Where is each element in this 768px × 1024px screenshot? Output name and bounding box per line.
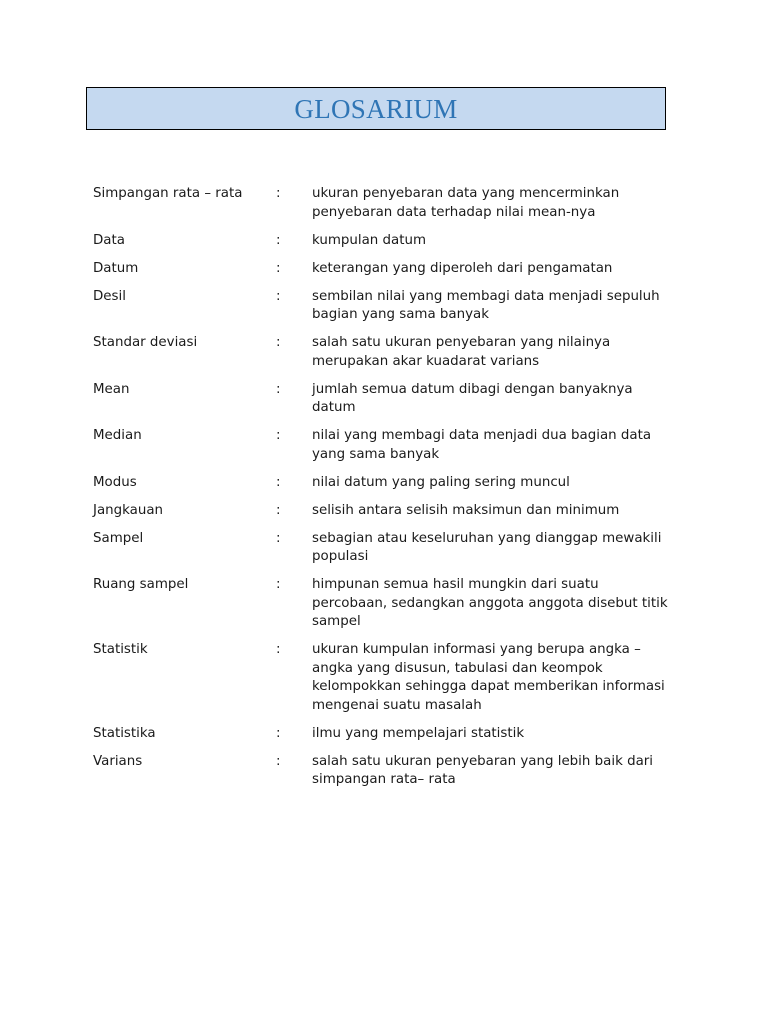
term-separator: : <box>276 474 281 490</box>
glossary-term: Statistik <box>93 642 148 657</box>
title-banner <box>86 87 666 130</box>
term-separator: : <box>276 335 281 350</box>
glossary-entry-standar-deviasi <box>93 334 693 371</box>
glossary-term: Jangkauan <box>93 502 164 518</box>
term-separator: : <box>276 502 281 518</box>
glossary-term: Median <box>93 428 142 443</box>
glossary-definition: nilai yang membagi data menjadi dua bagian data yang sama banyak <box>312 428 652 462</box>
glossary-entry-modus <box>93 474 693 493</box>
glossary-entry-statistika <box>93 725 693 744</box>
term-separator: : <box>276 753 281 769</box>
glossary-list <box>93 185 693 799</box>
glossary-term: Varians <box>93 753 143 769</box>
term-separator: : <box>276 260 281 276</box>
glossary-term: Ruang sampel <box>93 577 189 592</box>
glossary-term: Simpangan rata – rata <box>93 186 243 201</box>
glossary-entry-datum <box>93 260 693 279</box>
glossary-entry-statistik <box>93 641 693 715</box>
glossary-term: Standar deviasi <box>93 335 198 350</box>
glossary-term: Desil <box>93 288 126 304</box>
glossary-definition: sebagian atau keseluruhan yang dianggap mewakili populasi <box>312 530 662 564</box>
term-separator: : <box>276 288 281 304</box>
page-title: GLOSARIUM <box>294 93 458 124</box>
term-separator: : <box>276 577 281 592</box>
glossary-definition: ilmu yang mempelajari statistik <box>312 725 525 741</box>
glossary-entry-desil <box>93 288 693 325</box>
glossary-term: Sampel <box>93 530 144 546</box>
term-separator: : <box>276 381 281 397</box>
glossary-definition: nilai datum yang paling sering muncul <box>312 474 570 490</box>
glossary-definition: sembilan nilai yang membagi data menjadi sepuluh bagian yang sama banyak <box>312 288 660 322</box>
glossary-definition: ukuran kumpulan informasi yang berupa angka – angka yang disusun, tabulasi dan keompok kelompokkan sehingga dapat memberikan informasi mengenai suatu masalah <box>312 642 665 713</box>
glossary-entry-median <box>93 427 693 464</box>
glossary-term: Mean <box>93 381 130 397</box>
glossary-definition: salah satu ukuran penyebaran yang nilainya merupakan akar kuadarat varians <box>312 335 611 369</box>
glossary-term: Data <box>93 232 125 248</box>
term-separator: : <box>276 232 281 248</box>
glossary-definition: keterangan yang diperoleh dari pengamatan <box>312 260 613 276</box>
term-separator: : <box>276 530 281 546</box>
glossary-term: Modus <box>93 474 137 490</box>
glossary-entry-simpangan-rata-rata <box>93 185 693 222</box>
glossary-definition: salah satu ukuran penyebaran yang lebih baik dari simpangan rata– rata <box>312 753 654 787</box>
glossary-definition: ukuran penyebaran data yang mencerminkan penyebaran data terhadap nilai mean-nya <box>312 186 620 220</box>
term-separator: : <box>276 642 281 657</box>
glossary-definition: selisih antara selisih maksimun dan minimum <box>312 502 620 518</box>
glossary-entry-varians <box>93 753 693 790</box>
glossary-entry-mean <box>93 381 693 418</box>
glossary-entry-ruang-sampel <box>93 576 693 632</box>
glossary-entry-jangkauan <box>93 502 693 521</box>
glossary-definition: kumpulan datum <box>312 232 427 248</box>
term-separator: : <box>276 186 281 201</box>
glossary-entry-sampel <box>93 530 693 567</box>
glossary-term: Statistika <box>93 725 156 741</box>
glossary-definition: himpunan semua hasil mungkin dari suatu percobaan, sedangkan anggota anggota disebut titik sampel <box>312 577 668 629</box>
glossary-term: Datum <box>93 260 139 276</box>
term-separator: : <box>276 428 281 443</box>
term-separator: : <box>276 725 281 741</box>
glossary-entry-data <box>93 232 693 251</box>
glossary-definition: jumlah semua datum dibagi dengan banyaknya datum <box>312 381 633 415</box>
